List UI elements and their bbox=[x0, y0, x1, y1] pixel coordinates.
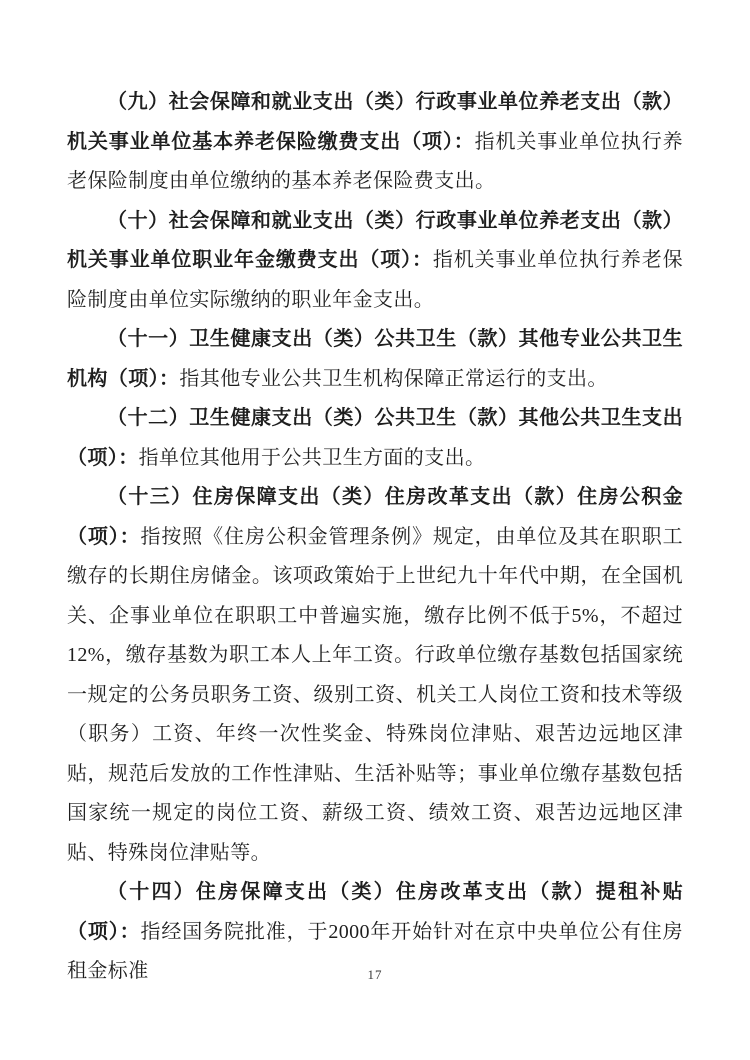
clause-heading: （十二）卫生健康支出（类）公共卫生（款）其他公共卫生支出（项）： bbox=[67, 407, 683, 469]
clause-heading: （十一）卫生健康支出（类）公共卫生（款）其他专业公共卫生机构（项）： bbox=[67, 328, 683, 390]
clause-heading: （十四）住房保障支出（类）住房改革支出（款）提租补贴（项）： bbox=[67, 881, 683, 943]
clause-heading: （九）社会保障和就业支出（类）行政事业单位养老支出（款）机关事业单位基本养老保险缴费支出（项）： bbox=[67, 91, 683, 153]
paragraph bbox=[67, 399, 683, 478]
paragraph bbox=[67, 320, 683, 399]
document-body bbox=[67, 83, 683, 992]
clause-body: 指按照《住房公积金管理条例》规定，由单位及其在职职工缴存的长期住房储金。该项政策始于上世纪九十年代中期，在全国机关、企事业单位在职职工中普遍实施，缴存比例不低于5%，不超过12%，缴存基数为职工本人上年工资。行政单位缴存基数包括国家统一规定的公务员职务工资、级别工资、机关工人岗位工资和技术等级（职务）工资、年终一次性奖金、特殊岗位津贴、艰苦边远地区津贴，规范后发放的工作性津贴、生活补贴等；事业单位缴存基数包括国家统一规定的岗位工资、薪级工资、绩效工资、艰苦边远地区津贴、特殊岗位津贴等。 bbox=[67, 525, 683, 864]
clause-body: 指机关事业单位执行养老保险制度由单位缴纳的基本养老保险费支出。 bbox=[67, 130, 684, 192]
clause-body: 指单位其他用于公共卫生方面的支出。 bbox=[138, 446, 486, 469]
clause-heading: （十三）住房保障支出（类）住房改革支出（款）住房公积金（项）： bbox=[67, 486, 683, 548]
page-number: 17 bbox=[367, 967, 383, 982]
clause-body: 指机关事业单位执行养老保险制度由单位实际缴纳的职业年金支出。 bbox=[67, 249, 683, 311]
paragraph bbox=[67, 83, 683, 202]
clause-body: 指经国务院批准，于2000年开始针对在京中央单位公有住房租金标准 bbox=[67, 920, 683, 982]
clause-body: 指其他专业公共卫生机构保障正常运行的支出。 bbox=[179, 367, 608, 390]
clause-heading: （十）社会保障和就业支出（类）行政事业单位养老支出（款）机关事业单位职业年金缴费支出（项）： bbox=[67, 209, 683, 271]
paragraph bbox=[67, 202, 683, 321]
paragraph bbox=[67, 478, 683, 873]
